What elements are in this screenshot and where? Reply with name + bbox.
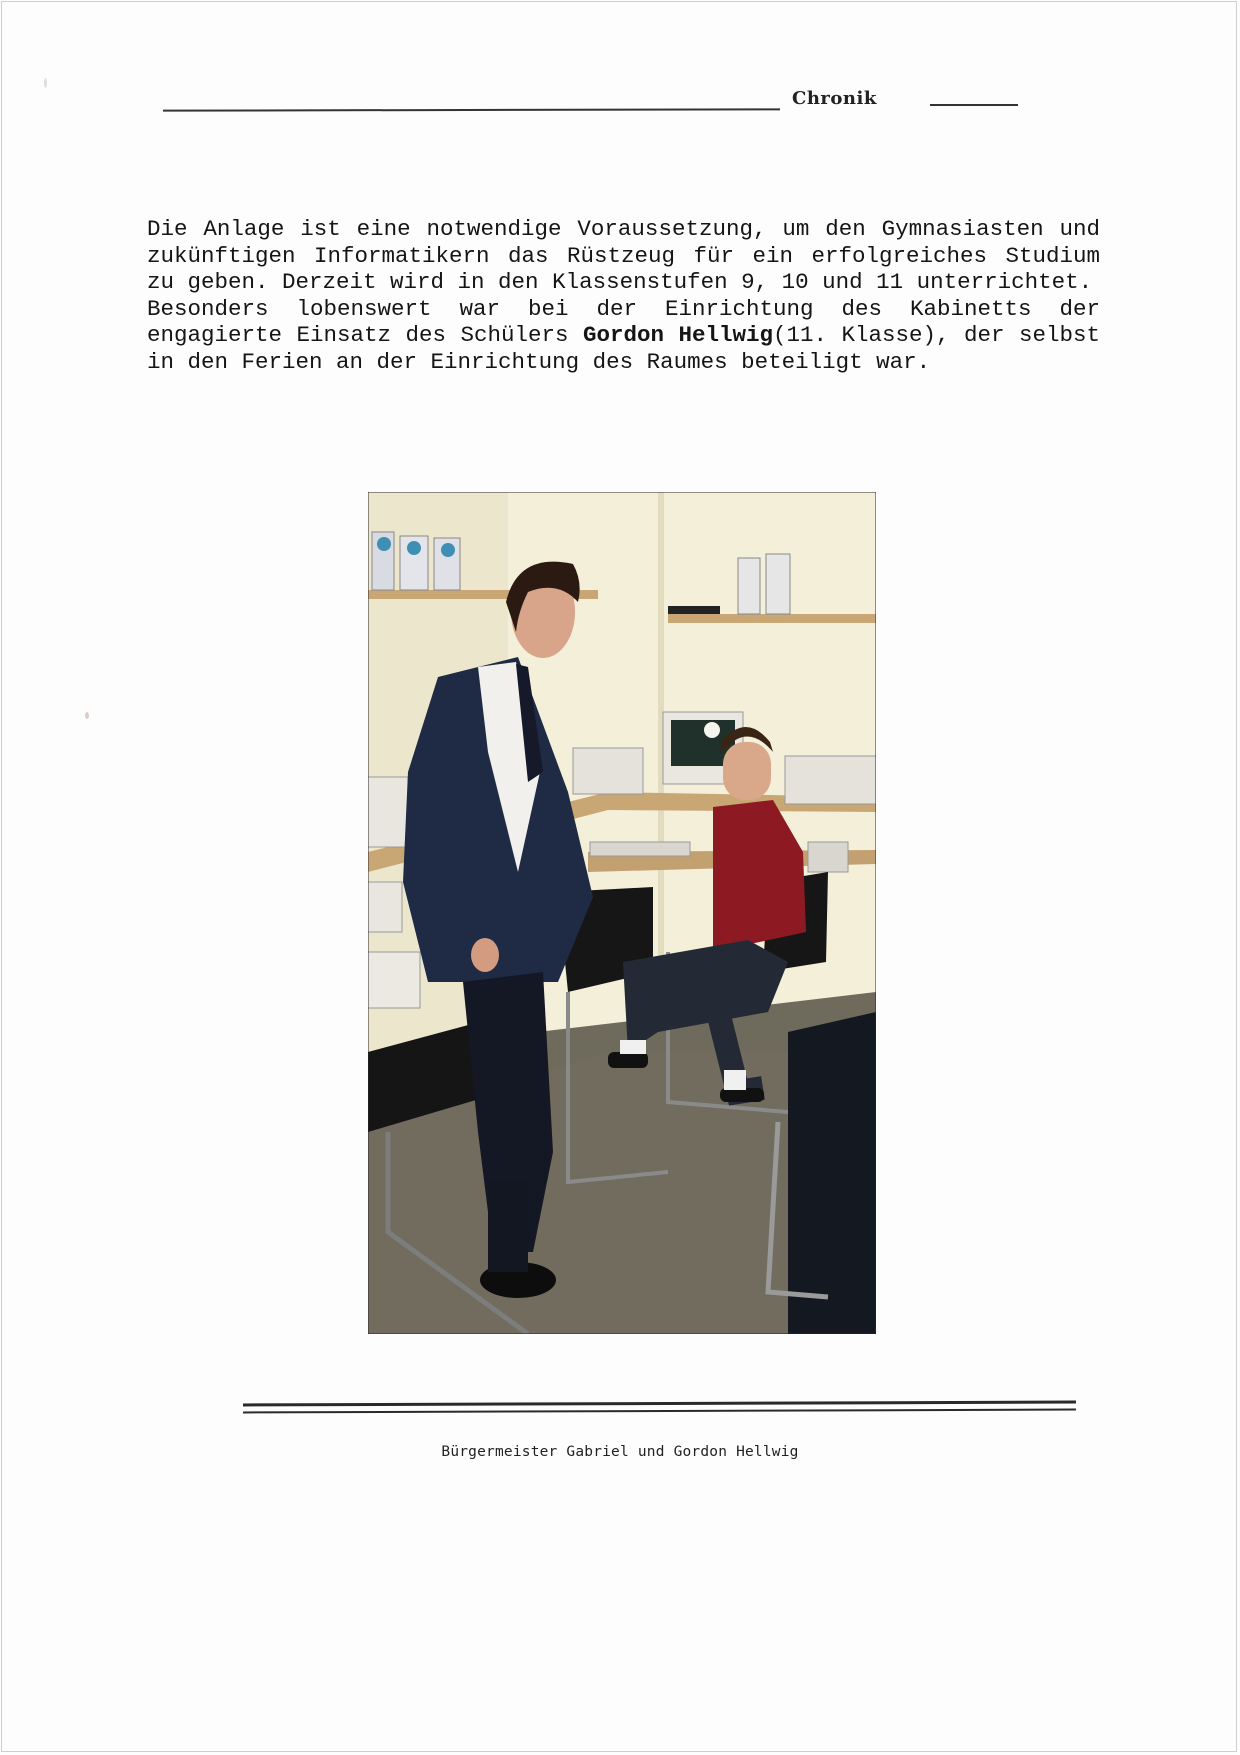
body-text: [147, 216, 1100, 375]
paragraph-2-start: Besonders lobenswert war bei der Einrichtung des Kabinetts der engagierte Einsatz des Schülers: [147, 295, 1100, 348]
paper-speck: [85, 712, 89, 719]
photo-caption: Bürgermeister Gabriel und Gordon Hellwig: [441, 1444, 799, 1460]
paragraph-2-end: (11. Klasse), der selbst in den Ferien an der Einrichtung des Raumes beteiligt war.: [147, 322, 1100, 375]
paragraph-1: Die Anlage ist eine notwendige Voraussetzung, um den Gymnasiasten und zukünftigen Informatikern das Rüstzeug für ein erfolgreiches Studium zu geben. Derzeit wird in den Klassenstufen 9, 10 und 11 unterrichtet.: [147, 216, 1100, 295]
header-rule-right: [930, 104, 1018, 106]
paper-speck: [44, 78, 47, 88]
computer-room-photo: [368, 492, 876, 1334]
student-name: Gordon Hellwig: [582, 322, 773, 348]
paragraph-2: [147, 296, 1100, 376]
header-title: Chronik: [792, 88, 877, 109]
